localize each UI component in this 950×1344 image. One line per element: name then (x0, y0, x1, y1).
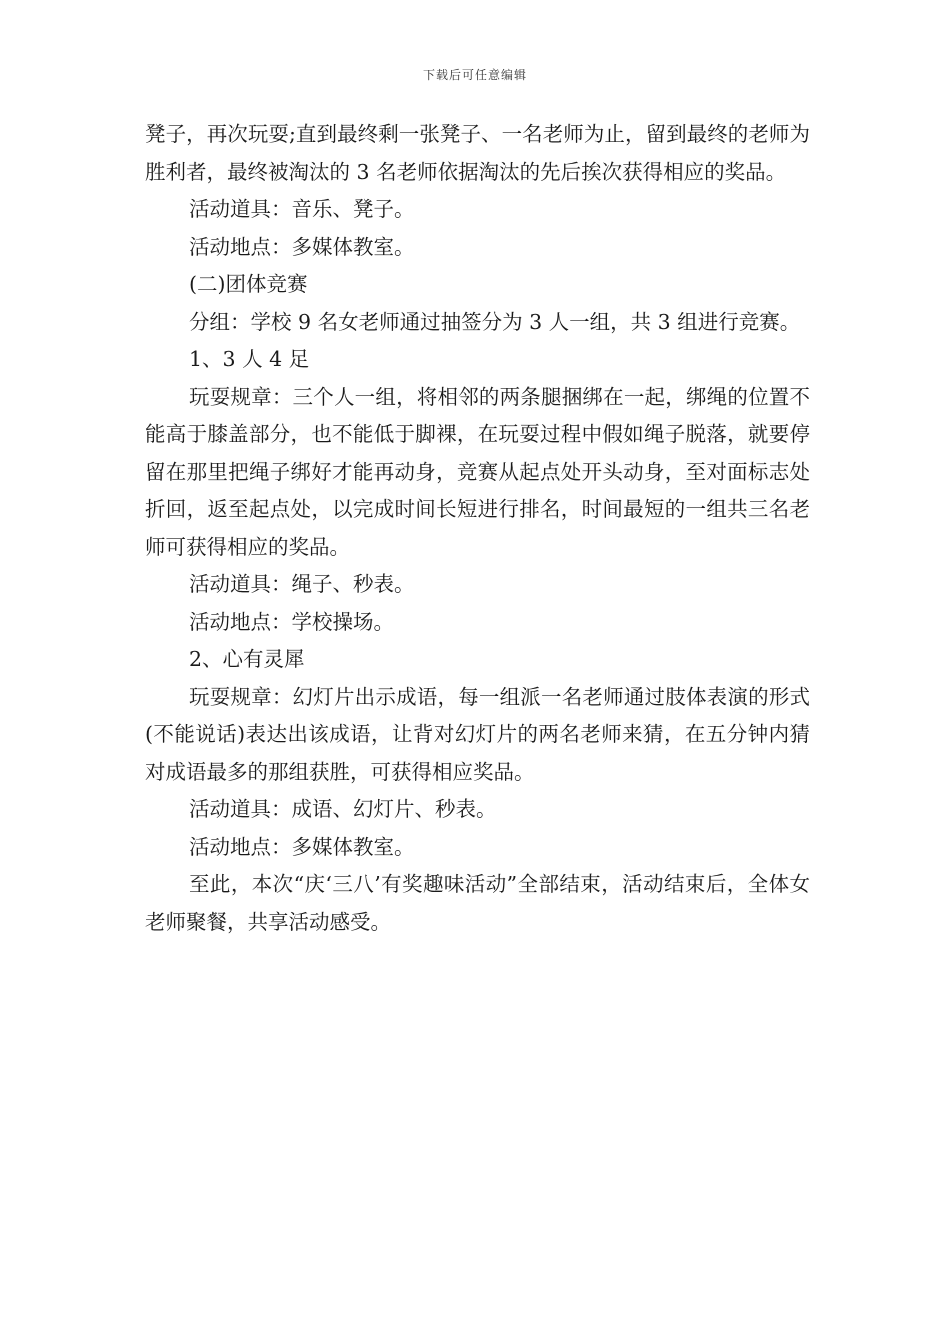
paragraph-rules-1: 玩耍规章：三个人一组，将相邻的两条腿捆绑在一起，绑绳的位置不能高于膝盖部分，也不能低于脚裸，在玩耍过程中假如绳子脱落，就要停留在那里把绳子绑好才能再动身，竞赛从起点处开头动身，至对面标志处折回，返至起点处，以完成时间长短进行排名，时间最短的一组共三名老师可获得相应的奖品。 (145, 384, 810, 559)
paragraph-continuation: 凳子，再次玩耍;直到最终剩一张凳子、一名老师为止，留到最终的老师为胜利者，最终被淘汰的 3 名老师依据淘汰的先后挨次获得相应的奖品。 (145, 122, 810, 184)
subheading-telepathy: 2、心有灵犀 (189, 647, 305, 671)
paragraph-grouping: 分组：学校 9 名女老师通过抽签分为 3 人一组，共 3 组进行竞赛。 (189, 309, 801, 334)
section-heading-team: (二)团体竞赛 (189, 272, 308, 296)
subheading-three-legged: 1、3 人 4 足 (189, 347, 310, 371)
paragraph-location-2: 活动地点：学校操场。 (189, 609, 394, 634)
paragraph-location-1: 活动地点：多媒体教室。 (189, 234, 415, 259)
document-body (145, 116, 810, 941)
paragraph-conclusion: 至此，本次“庆‘三八’有奖趣味活动”全部结束，活动结束后，全体女老师聚餐，共享活动感受。 (145, 872, 810, 934)
paragraph-props-2: 活动道具：绳子、秒表。 (189, 572, 415, 596)
paragraph-location-3: 活动地点：多媒体教室。 (189, 834, 415, 859)
paragraph-props-1: 活动道具：音乐、凳子。 (189, 197, 415, 221)
page-header: 下载后可任意编辑 (422, 68, 527, 82)
paragraph-rules-2: 玩耍规章：幻灯片出示成语，每一组派一名老师通过肢体表演的形式(不能说话)表达出该成语，让背对幻灯片的两名老师来猜，在五分钟内猜对成语最多的那组获胜，可获得相应奖品。 (145, 684, 810, 784)
paragraph-props-3: 活动道具：成语、幻灯片、秒表。 (189, 797, 497, 821)
